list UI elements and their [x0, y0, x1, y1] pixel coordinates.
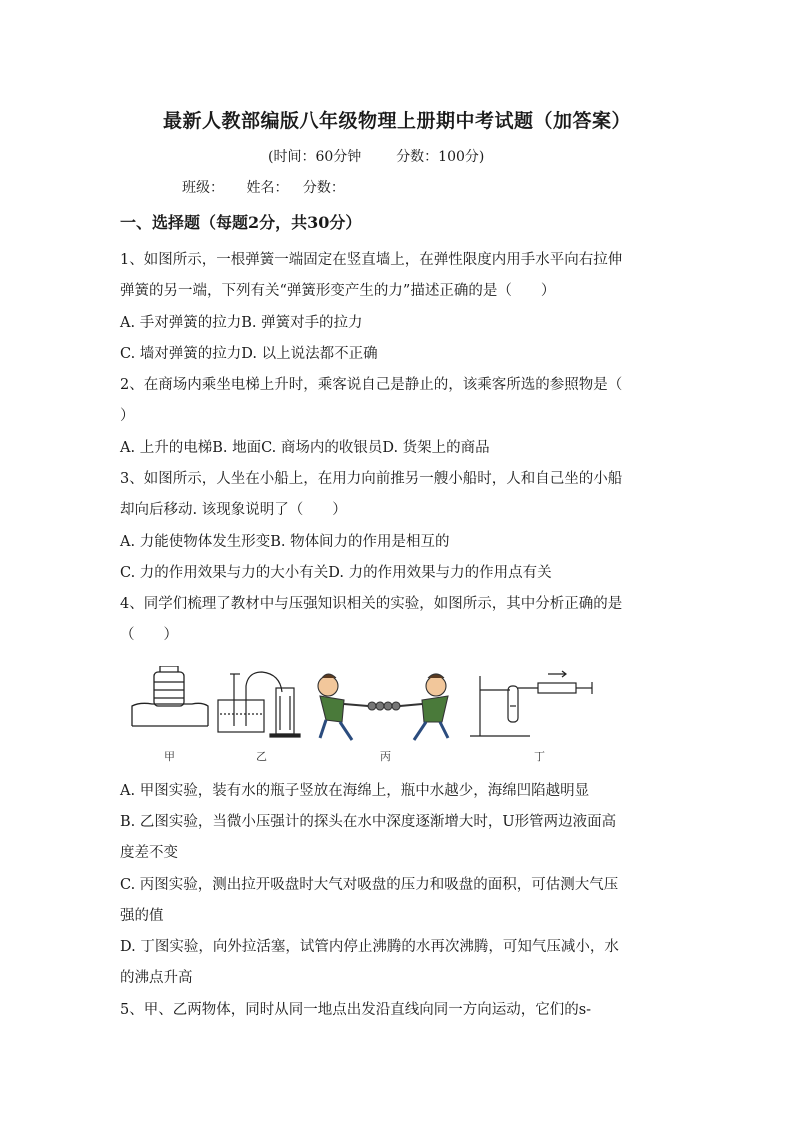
option-line: A. 上升的电梯B. 地面C. 商场内的收银员D. 货架上的商品 — [120, 440, 490, 456]
option-line: 度差不变 — [120, 845, 178, 861]
question-line: 3、如图所示，人坐在小船上，在用力向前推另一艘小船时，人和自己坐的小船 — [120, 471, 623, 487]
tug-of-war-illustration — [318, 674, 448, 740]
time-info: (时间：60分钟 — [268, 149, 362, 165]
bottle-on-sponge-illustration — [132, 666, 208, 726]
question-line: （ ） — [120, 627, 178, 643]
pressure-gauge-illustration — [218, 672, 300, 737]
figure-label-yi: 乙 — [256, 750, 267, 763]
syringe-apparatus-illustration — [470, 671, 592, 736]
option-line: B. 乙图实验，当微小压强计的探头在水中深度逐渐增大时，U形管两边液面高 — [120, 814, 617, 830]
option-line: C. 力的作用效果与力的大小有关D. 力的作用效果与力的作用点有关 — [120, 565, 552, 581]
question-line: 5、甲、乙两物体，同时从同一地点出发沿直线向同一方向运动，它们的s- — [120, 1002, 592, 1018]
option-line: C. 丙图实验，测出拉开吸盘时大气对吸盘的压力和吸盘的面积，可估测大气压 — [120, 877, 619, 893]
student-info — [182, 177, 363, 197]
option-line: A. 甲图实验，装有水的瓶子竖放在海绵上，瓶中水越少，海绵凹陷越明显 — [120, 783, 590, 799]
figure-label-ding: 丁 — [534, 750, 545, 763]
option-line: 的沸点升高 — [120, 970, 193, 986]
question-line: 1、如图所示，一根弹簧一端固定在竖直墙上，在弹性限度内用手水平向右拉伸 — [120, 252, 623, 268]
question-line: 弹簧的另一端，下列有关“弹簧形变产生的力”描述正确的是（ ） — [120, 283, 556, 299]
score-label: 分数： — [302, 180, 345, 196]
experiment-figure — [130, 666, 600, 766]
exam-info — [268, 146, 484, 166]
question-line: 2、在商场内乘坐电梯上升时，乘客说自己是静止的，该乘客所选的参照物是（ — [120, 377, 623, 393]
option-line: A. 手对弹簧的拉力B. 弹簧对手的拉力 — [120, 315, 363, 331]
option-line: D. 丁图实验，向外拉活塞，试管内停止沸腾的水再次沸腾，可知气压减小，水 — [120, 939, 619, 955]
question-line: 4、同学们梳理了教材中与压强知识相关的实验，如图所示，其中分析正确的是 — [120, 596, 623, 612]
figure-label-bing: 丙 — [380, 750, 391, 763]
question-line: 却向后移动. 该现象说明了（ ） — [120, 502, 347, 518]
name-label: 姓名： — [246, 180, 289, 196]
question-line: ） — [120, 408, 135, 424]
class-label: 班级： — [182, 180, 224, 196]
option-line: A. 力能使物体发生形变B. 物体间力的作用是相互的 — [120, 534, 450, 550]
option-line: 强的值 — [120, 908, 164, 924]
section-heading: 一、选择题（每题2分，共30分） — [120, 213, 362, 232]
figure-label-jia: 甲 — [164, 750, 175, 763]
option-line: C. 墙对弹簧的拉力D. 以上说法都不正确 — [120, 346, 378, 362]
doc-title: 最新人教部编版八年级物理上册期中考试题（加答案） — [162, 110, 631, 132]
score-info: 分数：100分) — [396, 149, 485, 165]
